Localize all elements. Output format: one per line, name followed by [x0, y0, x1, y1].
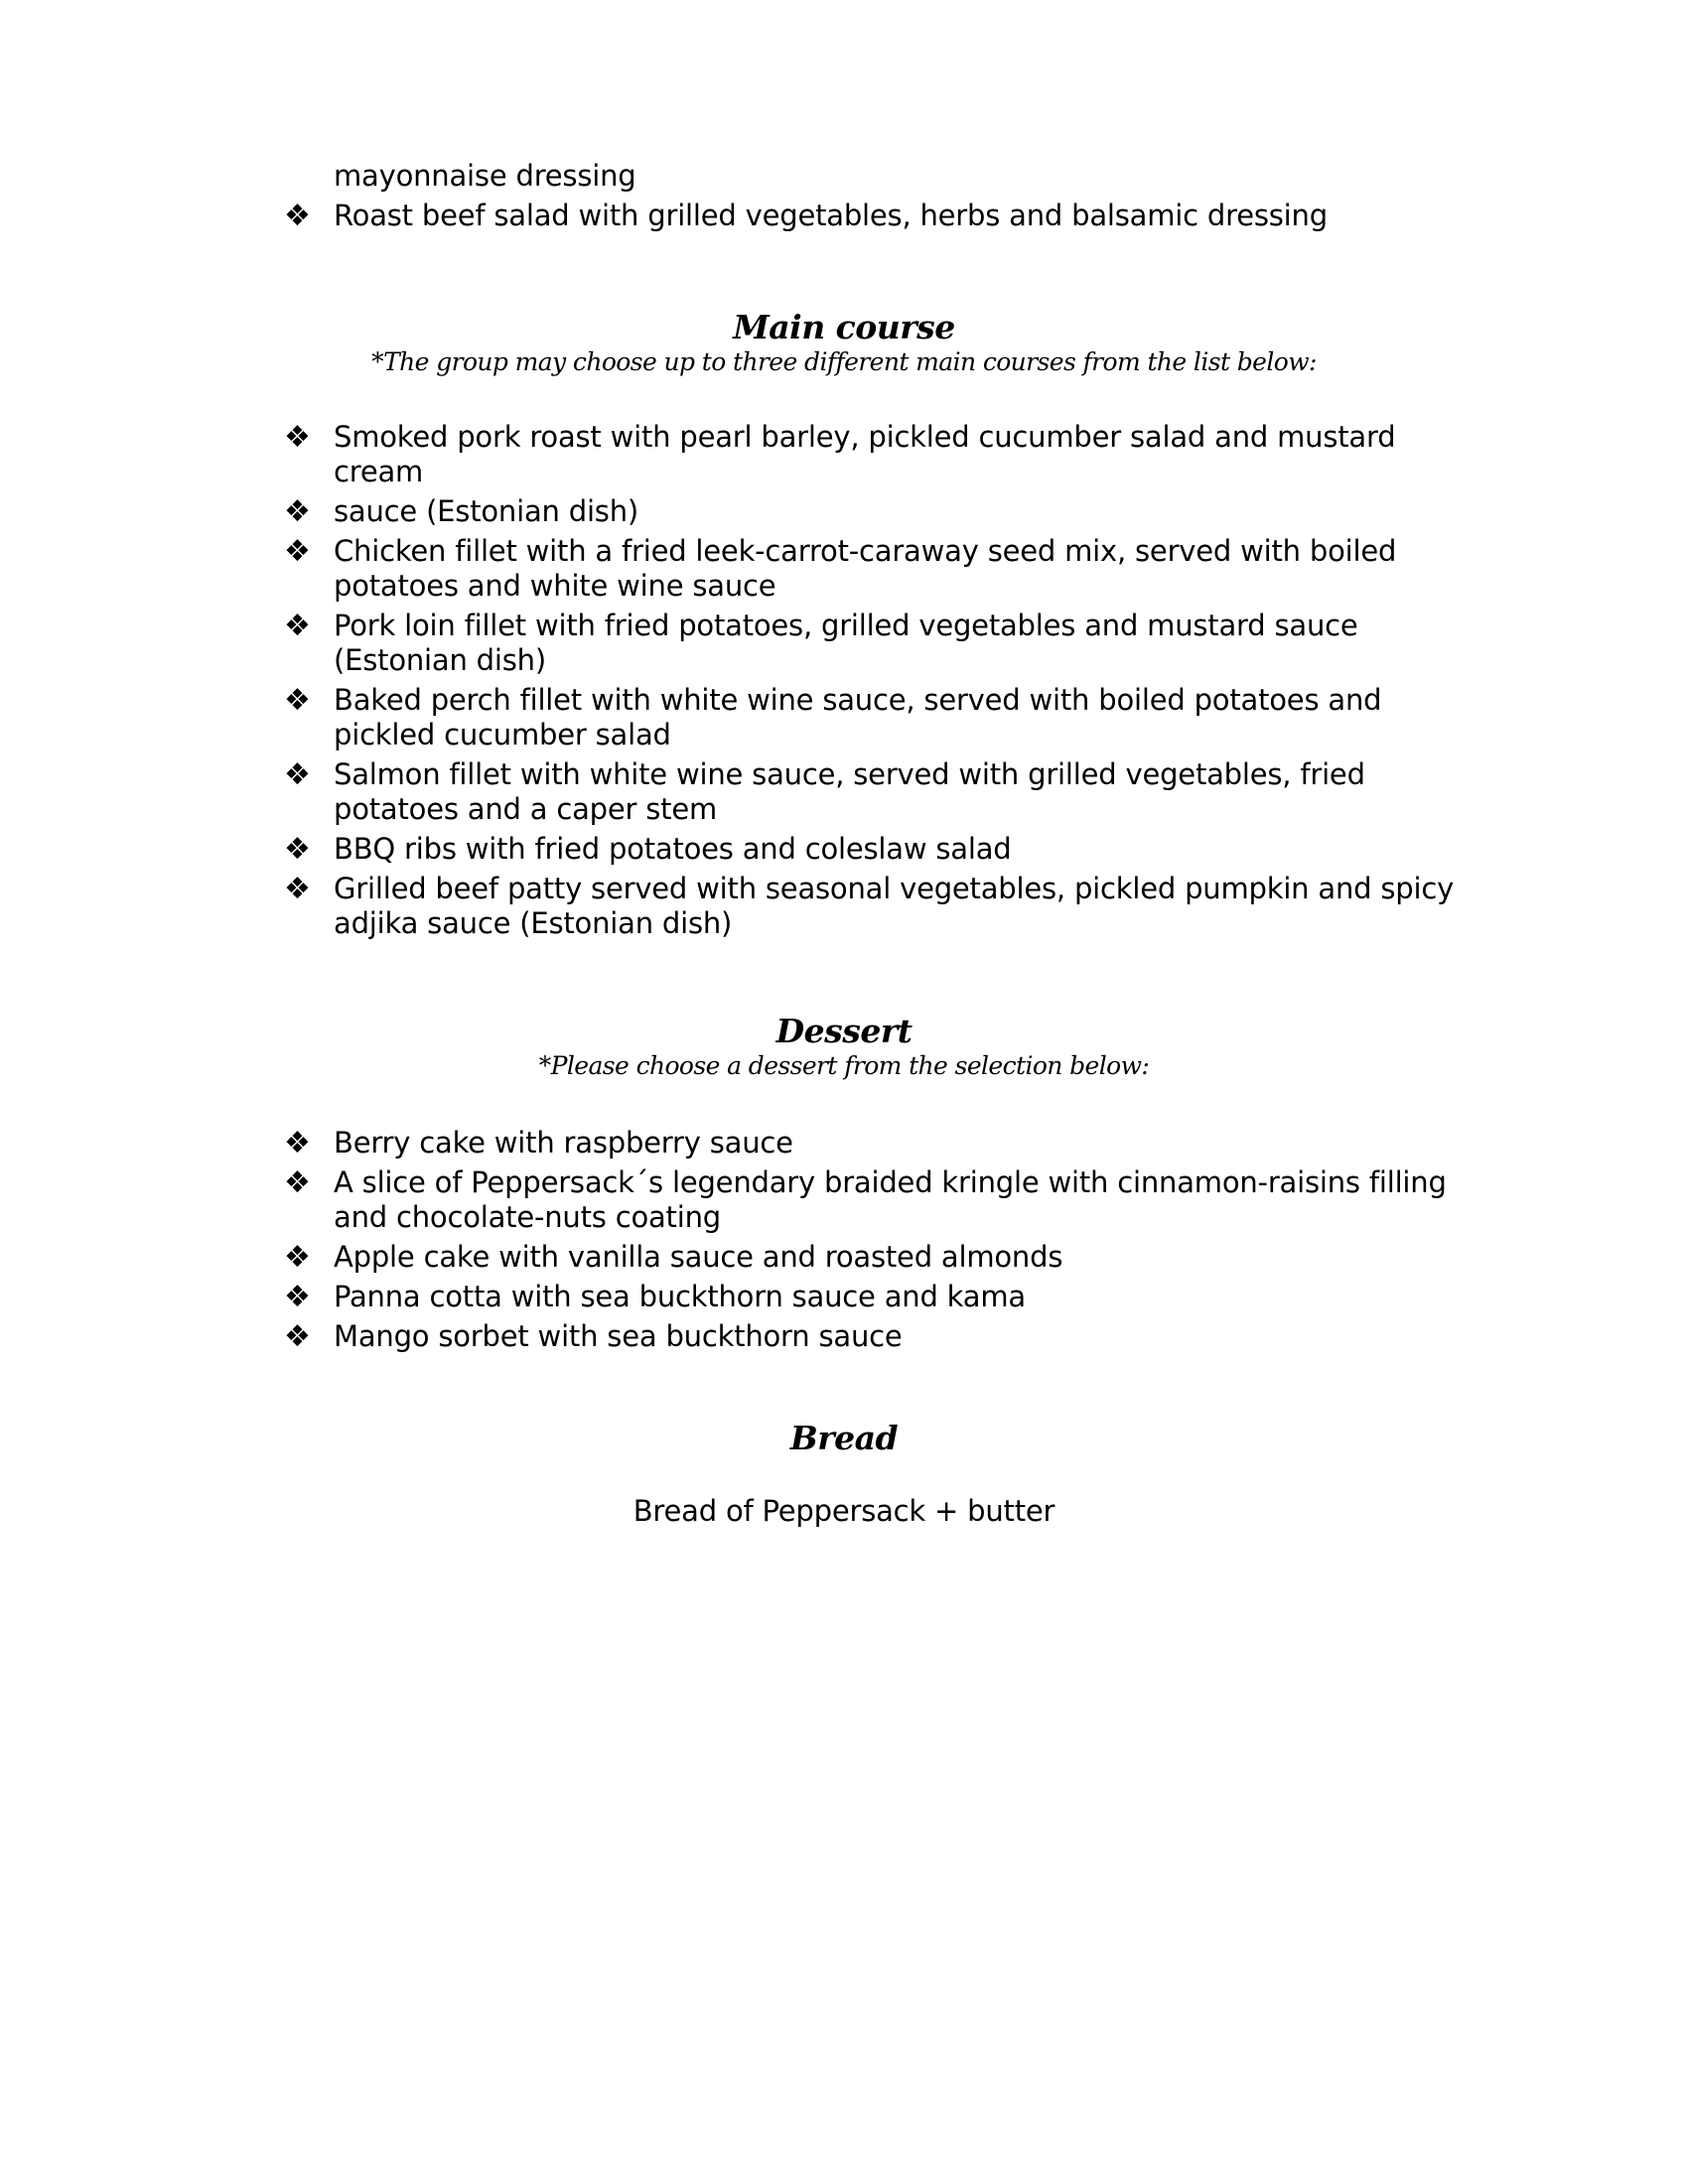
diamond-bullet-icon: ❖	[284, 683, 311, 718]
list-item	[284, 872, 1456, 941]
bread-title: Bread	[789, 1419, 899, 1457]
bread-text: Bread of Peppersack + butter	[633, 1494, 1055, 1528]
diamond-bullet-icon: ❖	[284, 832, 311, 867]
list-item	[284, 534, 1456, 604]
starter-continuation-text: mayonnaise dressing	[334, 159, 636, 193]
list-item	[284, 1240, 1456, 1275]
diamond-bullet-icon: ❖	[284, 757, 311, 792]
menu-item-text: sauce (Estonian dish)	[334, 494, 638, 528]
diamond-bullet-icon: ❖	[284, 1165, 311, 1200]
list-item	[284, 757, 1456, 827]
list-item	[284, 609, 1456, 678]
diamond-bullet-icon: ❖	[284, 1280, 311, 1314]
menu-item-text: Apple cake with vanilla sauce and roasted almonds	[334, 1240, 1063, 1274]
diamond-bullet-icon: ❖	[284, 609, 311, 643]
list-item	[284, 1126, 1456, 1160]
menu-item-text: Smoked pork roast with pearl barley, pickled cucumber salad and mustard cream	[334, 420, 1396, 488]
diamond-bullet-icon: ❖	[284, 534, 311, 569]
menu-item-text: Pork loin fillet with fried potatoes, grilled vegetables and mustard sauce (Estonian dish)	[334, 609, 1358, 677]
list-item	[284, 1319, 1456, 1354]
list-item	[284, 1280, 1456, 1314]
menu-item-text: Roast beef salad with grilled vegetables, herbs and balsamic dressing	[334, 199, 1328, 232]
list-item	[284, 683, 1456, 752]
menu-item-text: Mango sorbet with sea buckthorn sauce	[334, 1319, 903, 1353]
diamond-bullet-icon: ❖	[284, 872, 311, 906]
menu-item-text: A slice of Peppersack´s legendary braided kringle with cinnamon-raisins filling and chocolate-nuts coating	[334, 1165, 1447, 1234]
menu-content	[0, 159, 1688, 1529]
menu-item-text: Berry cake with raspberry sauce	[334, 1126, 793, 1160]
diamond-bullet-icon: ❖	[284, 494, 311, 529]
dessert-title: Dessert	[775, 1012, 913, 1050]
main-course-list	[284, 420, 1456, 941]
diamond-bullet-icon: ❖	[284, 1126, 311, 1160]
diamond-bullet-icon: ❖	[284, 199, 311, 233]
dessert-note: *Please choose a dessert from the selection below:	[538, 1051, 1150, 1080]
dessert-list	[284, 1126, 1456, 1354]
menu-item-text: Chicken fillet with a fried leek-carrot-caraway seed mix, served with boiled potatoes and white wine sauce	[334, 534, 1397, 603]
menu-item-text: BBQ ribs with fried potatoes and coleslaw salad	[334, 832, 1012, 866]
diamond-bullet-icon: ❖	[284, 420, 311, 455]
starters-list	[284, 199, 1456, 233]
main-course-title: Main course	[733, 308, 955, 346]
list-item	[284, 494, 1456, 529]
diamond-bullet-icon: ❖	[284, 1240, 311, 1275]
main-course-note: *The group may choose up to three different main courses from the list below:	[371, 347, 1317, 376]
list-item	[284, 420, 1456, 489]
menu-item-text: Grilled beef patty served with seasonal vegetables, pickled pumpkin and spicy adjika sauce (Estonian dish)	[334, 872, 1455, 940]
menu-item-text: Baked perch fillet with white wine sauce, served with boiled potatoes and pickled cucumber salad	[334, 683, 1382, 751]
list-item	[284, 832, 1456, 867]
menu-item-text: Panna cotta with sea buckthorn sauce and kama	[334, 1280, 1026, 1313]
list-item	[284, 199, 1456, 233]
diamond-bullet-icon: ❖	[284, 1319, 311, 1354]
list-item	[284, 1165, 1456, 1235]
menu-item-text: Salmon fillet with white wine sauce, served with grilled vegetables, fried potatoes and a caper stem	[334, 757, 1365, 826]
